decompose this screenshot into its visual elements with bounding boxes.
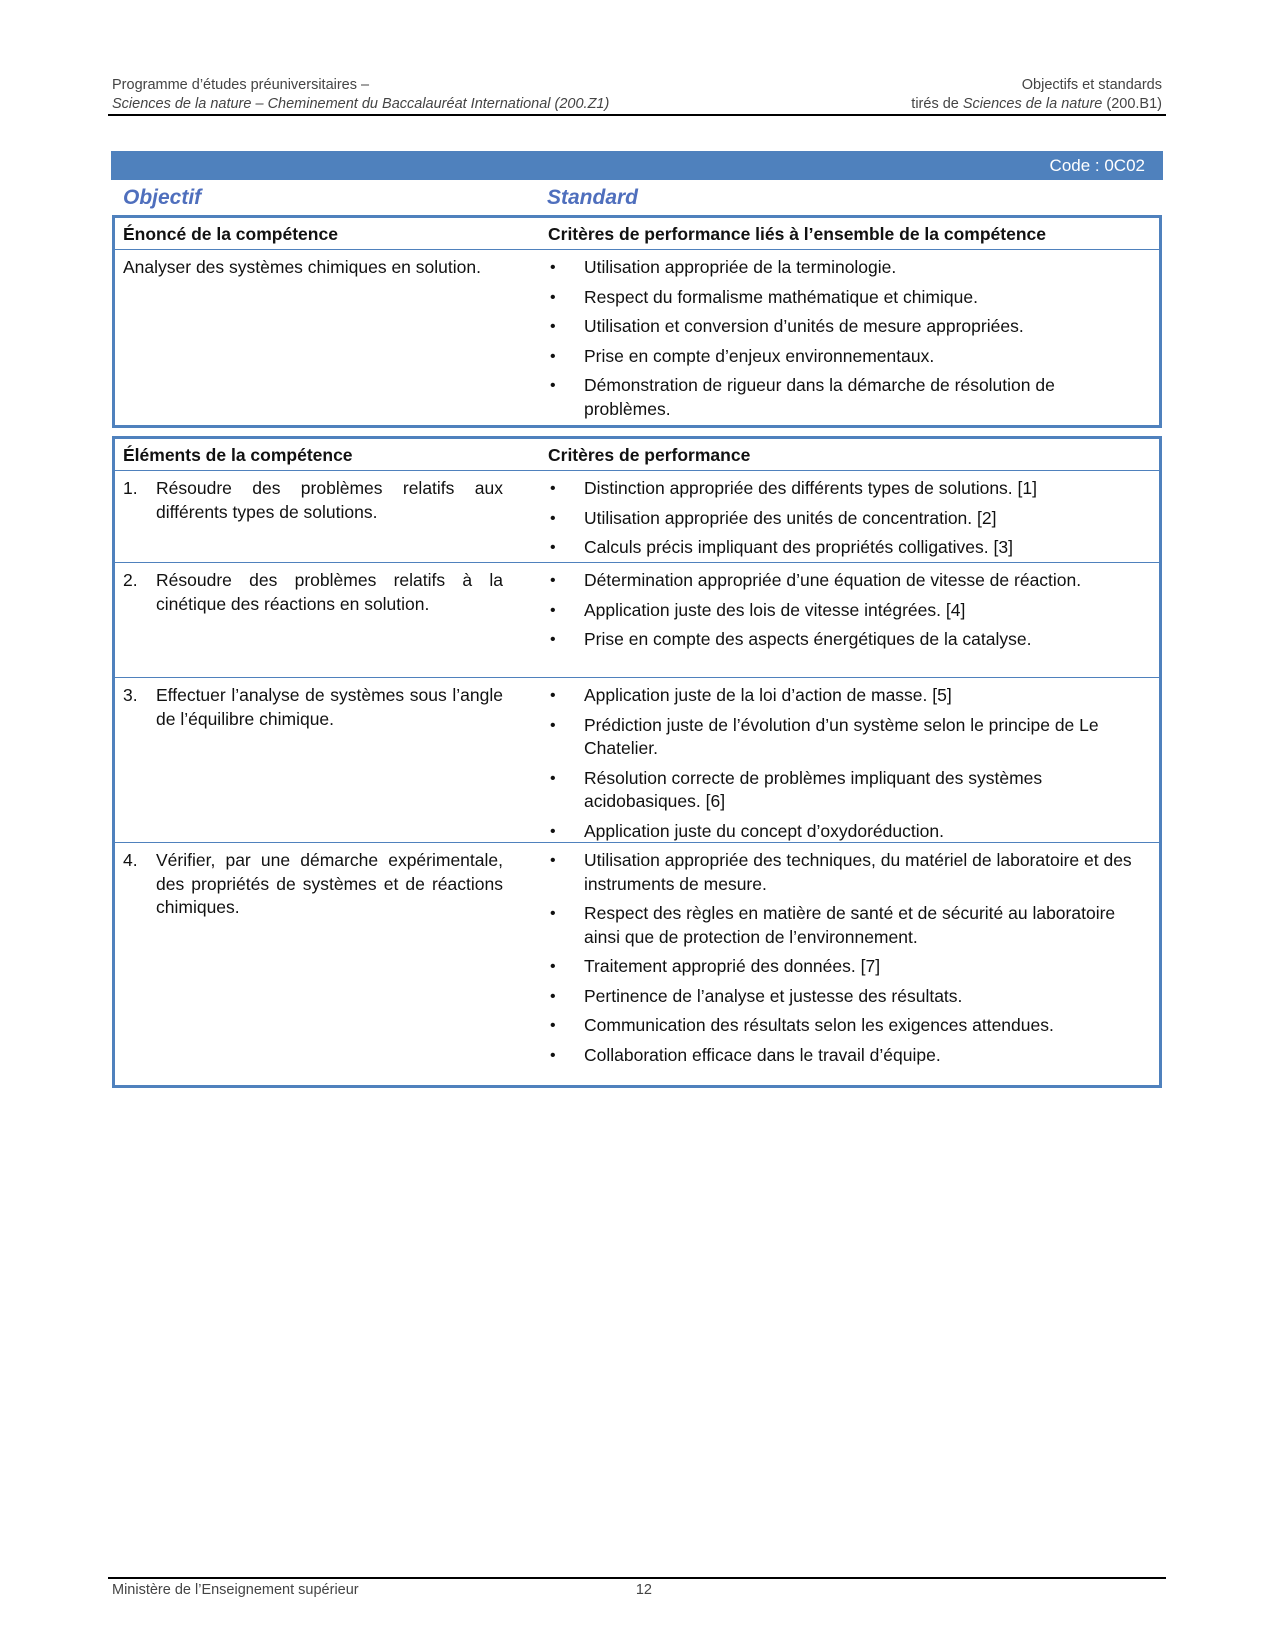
criterion-text: Respect du formalisme mathématique et chimique.	[584, 286, 978, 307]
standard-title: Standard	[547, 186, 639, 209]
criterion-item	[548, 477, 1143, 501]
element-cell	[123, 477, 503, 524]
criterion-text: Distinction appropriée des différents types de solutions. [1]	[584, 478, 1037, 498]
criterion-item	[548, 955, 1143, 979]
element-row	[115, 471, 1159, 563]
elements-column-header: Éléments de la compétence	[123, 445, 353, 465]
criterion-text: Application juste du concept d’oxydoréduction.	[584, 820, 944, 841]
elements-table-header	[115, 439, 1159, 471]
element-row	[115, 843, 1159, 1065]
criterion-text: Collaboration efficace dans le travail d’équipe.	[584, 1044, 941, 1065]
element-criteria-list	[548, 684, 1143, 849]
competence-statement: Analyser des systèmes chimiques en solution.	[123, 257, 481, 277]
element-row	[115, 563, 1159, 678]
criterion-text: Traitement approprié des données. [7]	[584, 956, 881, 976]
element-number: 2.	[123, 570, 138, 590]
bullet-icon: •	[550, 905, 556, 922]
header-objectives-line1: Objectifs et standards	[1021, 77, 1162, 93]
criterion-item	[548, 256, 1143, 280]
bullet-icon: •	[550, 288, 556, 306]
header-program-line1: Programme d’études préuniversitaires –	[112, 77, 370, 93]
header-divider	[108, 114, 1166, 116]
footer-ministry: Ministère de l’Enseignement supérieur	[112, 1582, 359, 1598]
criterion-text: Communication des résultats selon les exigences attendues.	[584, 1015, 1054, 1035]
page-header	[112, 76, 1162, 114]
statement-column-header: Énoncé de la compétence	[123, 224, 338, 244]
bullet-icon: •	[550, 601, 556, 619]
bullet-icon: •	[550, 987, 556, 1005]
criterion-item	[548, 374, 1143, 421]
element-criteria-list	[548, 569, 1143, 658]
bullet-icon: •	[550, 852, 556, 869]
competence-row	[115, 250, 1159, 426]
criterion-item	[548, 985, 1143, 1009]
criterion-text: Utilisation appropriée des techniques, du matériel de laboratoire et des instruments de mesure.	[584, 850, 1132, 894]
bullet-icon: •	[550, 1046, 556, 1064]
criterion-text: Calculs précis impliquant des propriétés colligatives. [3]	[584, 537, 1013, 557]
global-criteria-list	[548, 256, 1143, 427]
bullet-icon: •	[550, 572, 556, 589]
element-cell	[123, 569, 503, 616]
criterion-item	[548, 569, 1143, 593]
element-row	[115, 678, 1159, 843]
elements-table	[112, 436, 1162, 1088]
element-cell	[123, 849, 503, 920]
criterion-text: Pertinence de l’analyse et justesse des résultats.	[584, 985, 963, 1006]
criterion-item	[548, 628, 1143, 652]
section-titles	[123, 186, 1163, 212]
criterion-text: Prise en compte d’enjeux environnementaux.	[584, 345, 935, 366]
criterion-item	[548, 1014, 1143, 1038]
competence-table-header	[115, 218, 1159, 250]
criterion-item	[548, 849, 1143, 896]
bullet-icon: •	[550, 631, 556, 648]
criterion-item	[548, 820, 1143, 844]
criterion-text: Application juste de la loi d’action de masse. [5]	[584, 685, 952, 705]
page-number: 12	[635, 1582, 652, 1598]
element-criteria-list	[548, 849, 1143, 1073]
bullet-icon: •	[550, 480, 556, 497]
header-program-line2: Sciences de la nature – Cheminement du Baccalauréat International (200.Z1)	[112, 96, 610, 112]
element-text: Vérifier, par une démarche expérimentale, des propriétés de systèmes et de réactions chimiques.	[156, 850, 503, 917]
criterion-item	[548, 536, 1143, 560]
element-text: Résoudre des problèmes relatifs à la cinétique des réactions en solution.	[156, 570, 503, 614]
element-criteria-list	[548, 477, 1143, 566]
element-cell	[123, 684, 503, 731]
criterion-item	[548, 315, 1143, 339]
competence-table	[112, 215, 1162, 428]
element-text: Effectuer l’analyse de systèmes sous l’angle de l’équilibre chimique.	[156, 685, 503, 729]
performance-column-header: Critères de performance	[548, 445, 751, 465]
bullet-icon: •	[550, 347, 556, 365]
criterion-text: Prédiction juste de l’évolution d’un système selon le principe de Le Chatelier.	[584, 714, 1099, 758]
criterion-text: Utilisation et conversion d’unités de mesure appropriées.	[584, 316, 1024, 336]
bullet-icon: •	[550, 958, 556, 975]
objectif-title: Objectif	[123, 186, 202, 209]
criterion-text: Prise en compte des aspects énergétiques de la catalyse.	[584, 629, 1032, 649]
bullet-icon: •	[550, 318, 556, 335]
element-number: 4.	[123, 850, 138, 870]
criterion-text: Respect des règles en matière de santé et de sécurité au laboratoire ainsi que de protection de l’environnement.	[584, 903, 1116, 947]
criterion-item	[548, 902, 1143, 949]
criterion-item	[548, 714, 1143, 761]
criterion-item	[548, 684, 1143, 708]
criterion-item	[548, 507, 1143, 531]
bullet-icon: •	[550, 822, 556, 840]
footer-divider	[108, 1577, 1166, 1579]
criterion-item	[548, 767, 1143, 814]
bullet-icon: •	[550, 1017, 556, 1034]
page-footer	[112, 1582, 652, 1598]
criteria-column-header: Critères de performance liés à l’ensemble de la compétence	[548, 224, 1046, 244]
bullet-icon: •	[550, 769, 556, 787]
criterion-item	[548, 599, 1143, 623]
element-number: 1.	[123, 478, 138, 498]
bullet-icon: •	[550, 687, 556, 704]
bullet-icon: •	[550, 716, 556, 734]
criterion-text: Détermination appropriée d’une équation de vitesse de réaction.	[584, 570, 1082, 590]
criterion-text: Utilisation appropriée de la terminologie.	[584, 257, 897, 277]
element-rows	[115, 471, 1159, 1065]
criterion-text: Application juste des lois de vitesse intégrées. [4]	[584, 599, 966, 620]
criterion-text: Utilisation appropriée des unités de concentration. [2]	[584, 507, 997, 528]
criterion-item	[548, 286, 1143, 310]
bullet-icon: •	[550, 259, 556, 276]
element-number: 3.	[123, 685, 138, 705]
header-objectives-line2: tirés de Sciences de la nature (200.B1)	[911, 96, 1162, 112]
bullet-icon: •	[550, 539, 556, 556]
bullet-icon: •	[550, 377, 556, 394]
criterion-item	[548, 345, 1143, 369]
element-text: Résoudre des problèmes relatifs aux différents types de solutions.	[156, 478, 503, 522]
criterion-text: Résolution correcte de problèmes impliquant des systèmes acidobasiques. [6]	[584, 767, 1043, 811]
competence-code: Code : 0C02	[1049, 156, 1145, 175]
criterion-text: Démonstration de rigueur dans la démarche de résolution de problèmes.	[584, 375, 1055, 419]
code-banner	[111, 151, 1163, 180]
criterion-item	[548, 1044, 1143, 1068]
bullet-icon: •	[550, 509, 556, 527]
